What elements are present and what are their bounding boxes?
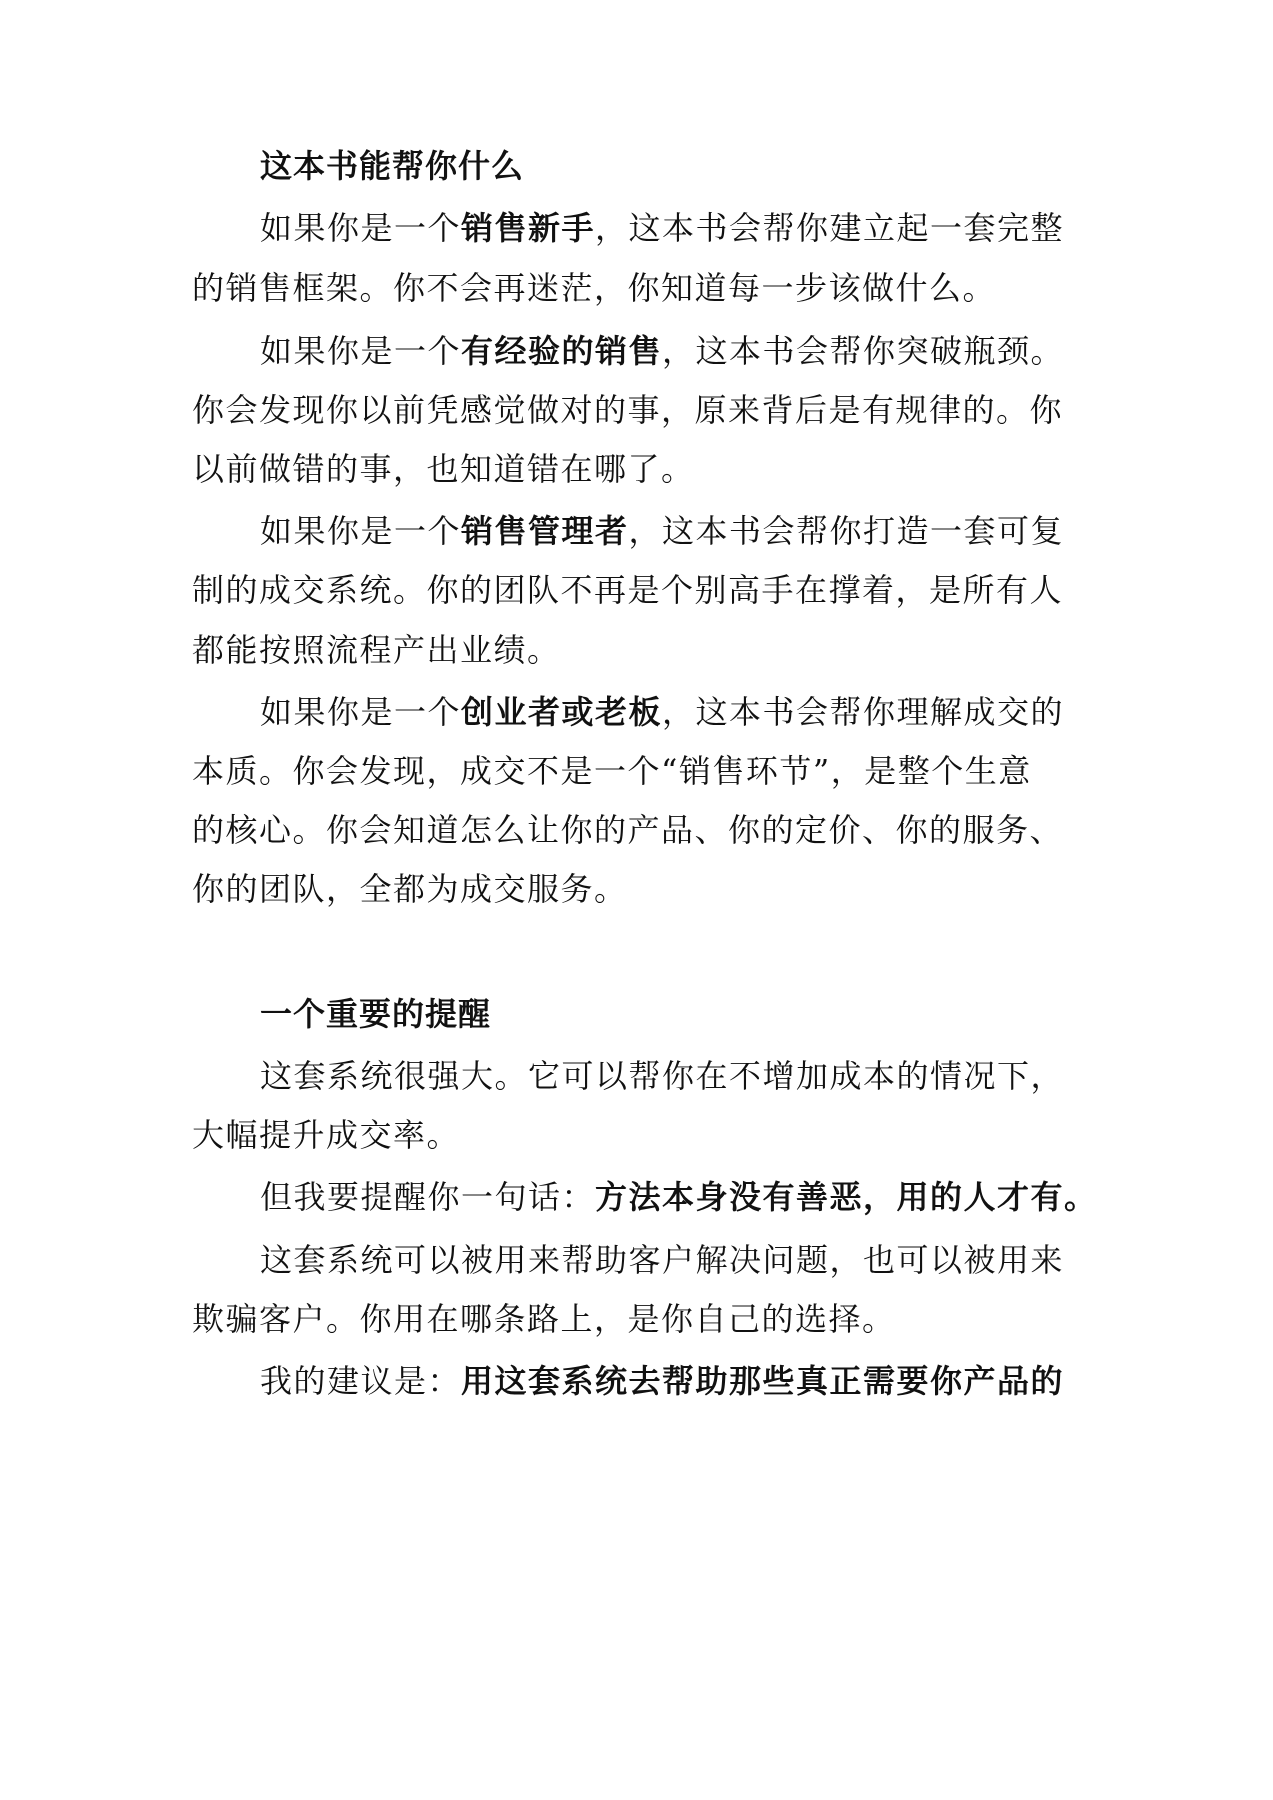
paragraph-line: 本质。你会发现，成交不是一个“销售环节”，是整个生意 — [192, 752, 1032, 790]
text: 如果你是一个 — [260, 512, 462, 550]
bold-text: 销售管理者 — [461, 512, 629, 550]
bold-text: 有经验的销售 — [461, 332, 663, 370]
bold-text: 方法本身没有善恶，用的人才有。 — [595, 1178, 1098, 1216]
paragraph-line: 大幅提升成交率。 — [192, 1116, 461, 1154]
text: 但我要提醒你一句话： — [260, 1178, 596, 1216]
paragraph-line — [260, 208, 1082, 248]
paragraph-line — [260, 1177, 1098, 1217]
text: ，这本书会帮你理解成交的 — [662, 693, 1065, 731]
paragraph-line — [260, 331, 1082, 371]
paragraph-line: 你会发现你以前凭感觉做对的事，原来背后是有规律的。你 — [192, 391, 1064, 429]
paragraph-line — [260, 511, 1082, 551]
text: 如果你是一个 — [260, 209, 462, 247]
paragraph-line: 制的成交系统。你的团队不再是个别高手在撑着，是所有人 — [192, 571, 1064, 609]
paragraph-line: 这套系统很强大。它可以帮你在不增加成本的情况下， — [260, 1057, 1065, 1095]
bold-text: 创业者或老板 — [461, 693, 663, 731]
text: ，这本书会帮你建立起一套完整 — [595, 209, 1065, 247]
paragraph-line: 这套系统可以被用来帮助客户解决问题，也可以被用来 — [260, 1241, 1065, 1279]
text: 如果你是一个 — [260, 332, 462, 370]
paragraph-line: 的核心。你会知道怎么让你的产品、你的定价、你的服务、 — [192, 811, 1064, 849]
paragraph-line — [260, 1361, 1082, 1401]
paragraph-line: 的销售框架。你不会再迷茫，你知道每一步该做什么。 — [192, 269, 997, 307]
paragraph-line — [260, 692, 1082, 732]
text: ，这本书会帮你突破瓶颈。 — [662, 332, 1065, 370]
text: 我的建议是： — [260, 1362, 462, 1400]
paragraph-line: 以前做错的事，也知道错在哪了。 — [192, 450, 695, 488]
text: ，这本书会帮你打造一套可复 — [628, 512, 1065, 550]
paragraph-line: 你的团队，全都为成交服务。 — [192, 870, 628, 908]
section-heading: 一个重要的提醒 — [260, 995, 492, 1033]
text: 如果你是一个 — [260, 693, 462, 731]
bold-text: 用这套系统去帮助那些真正需要你产品的 — [461, 1362, 1065, 1400]
paragraph-line: 欺骗客户。你用在哪条路上，是你自己的选择。 — [192, 1300, 896, 1338]
paragraph-line: 都能按照流程产出业绩。 — [192, 631, 561, 669]
bold-text: 销售新手 — [461, 209, 596, 247]
section-heading: 这本书能帮你什么 — [260, 147, 525, 185]
